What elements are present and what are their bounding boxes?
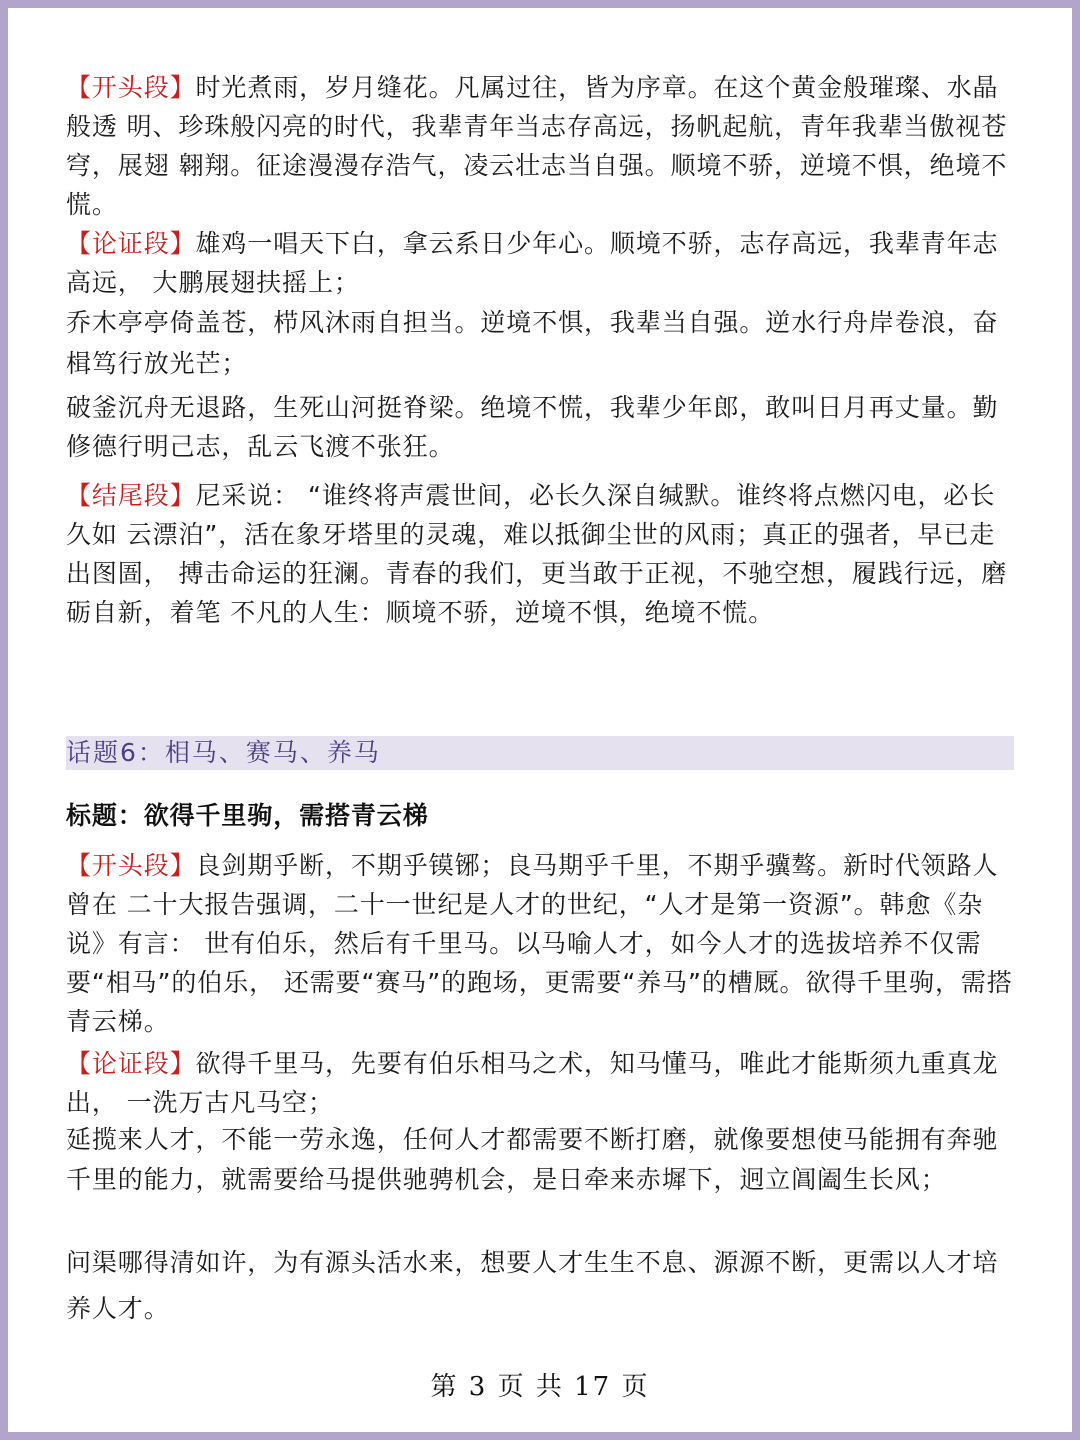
topic-title: 话题6：相马、赛马、养马 — [66, 738, 381, 767]
opening-tag: 【开头段】 — [66, 73, 196, 102]
essay-title: 标题：欲得千里驹，需搭青云梯 — [66, 801, 429, 830]
page-number: 第 3 页 共 17 页 — [430, 1372, 650, 1402]
opening-text: 时光煮雨，岁月缝花。凡属过往，皆为序章。在这个黄金般璀璨、水晶般透 明、珍珠般闪亮的时代，我辈青年当志存高远，扬帆起航，青年我辈当傲视苍穹，展翅 翱翔。征途漫漫存浩气，凌云壮志当自强。顺境不骄，逆境不惧，绝境不慌。 — [66, 73, 1008, 219]
argument-tag: 【论证段】 — [66, 229, 196, 258]
closing-text: 尼采说： “谁终将声震世间，必长久深自缄默。谁终将点燃闪电，必长久如 云漂泊”，活在象牙塔里的灵魂，难以抵御尘世的风雨；真正的强者，早已走出图圄， 搏击命运的狂澜。青春的我们，更当敢于正视，不驰空想，履践行远，磨砺自新，着笔 不凡的人生：顺境不骄，逆境不惧，绝境不慌。 — [66, 481, 1008, 627]
closing-paragraph-1 — [66, 476, 1016, 632]
opening-text: 良剑期乎断，不期乎镆铘；良马期乎千里，不期乎骥骜。新时代领路人曾在 二十大报告强调，二十一世纪是人才的世纪，“人才是第一资源”。韩愈《杂说》有言： 世有伯乐，然后有千里马。以马喻人才，如今人才的选拔培养不仅需要“相马”的伯乐， 还需要“赛马”的跑场，更需要“养马”的槽厩。欲得千里驹，需搭青云梯。 — [66, 851, 1013, 1036]
argument-text: 破釜沉舟无退路，生死山河挺脊梁。绝境不慌，我辈少年郎，敢叫日月再丈量。勤修德行明己志，乱云飞渡不张狂。 — [66, 393, 999, 461]
argument-paragraph-2a — [66, 1044, 1016, 1122]
argument-paragraph-1a — [66, 224, 1016, 302]
argument-paragraph-1b — [66, 302, 1016, 384]
argument-text: 延揽来人才，不能一劳永逸，任何人才都需要不断打磨，就像要想使马能拥有奔驰千里的能力，就需要给马提供驰骋机会，是日牵来赤墀下，迥立阊阖生长风； — [66, 1125, 999, 1194]
topic-banner — [66, 736, 1014, 770]
opening-tag: 【开头段】 — [66, 851, 196, 880]
argument-paragraph-2c — [66, 1240, 1016, 1332]
argument-text: 欲得千里马，先要有伯乐相马之术，知马懂马，唯此才能斯须九重真龙出， 一洗万古凡马空； — [66, 1049, 999, 1117]
argument-text: 乔木亭亭倚盖苍，栉风沐雨自担当。逆境不惧，我辈当自强。逆水行舟岸卷浪，奋楫笃行放光芒； — [66, 308, 999, 378]
argument-paragraph-2b — [66, 1120, 1016, 1200]
argument-text: 问渠哪得清如许，为有源头活水来，想要人才生生不息、源源不断，更需以人才培养人才。 — [66, 1248, 999, 1323]
argument-text: 雄鸡一唱天下白，拿云系日少年心。顺境不骄，志存高远，我辈青年志高远， 大鹏展翅扶摇上； — [66, 229, 999, 297]
argument-paragraph-1c — [66, 388, 1016, 466]
argument-tag: 【论证段】 — [66, 1049, 196, 1078]
opening-paragraph-1 — [66, 68, 1016, 224]
opening-paragraph-2 — [66, 846, 1016, 1041]
document-page — [8, 8, 1072, 1432]
closing-tag: 【结尾段】 — [66, 481, 196, 510]
